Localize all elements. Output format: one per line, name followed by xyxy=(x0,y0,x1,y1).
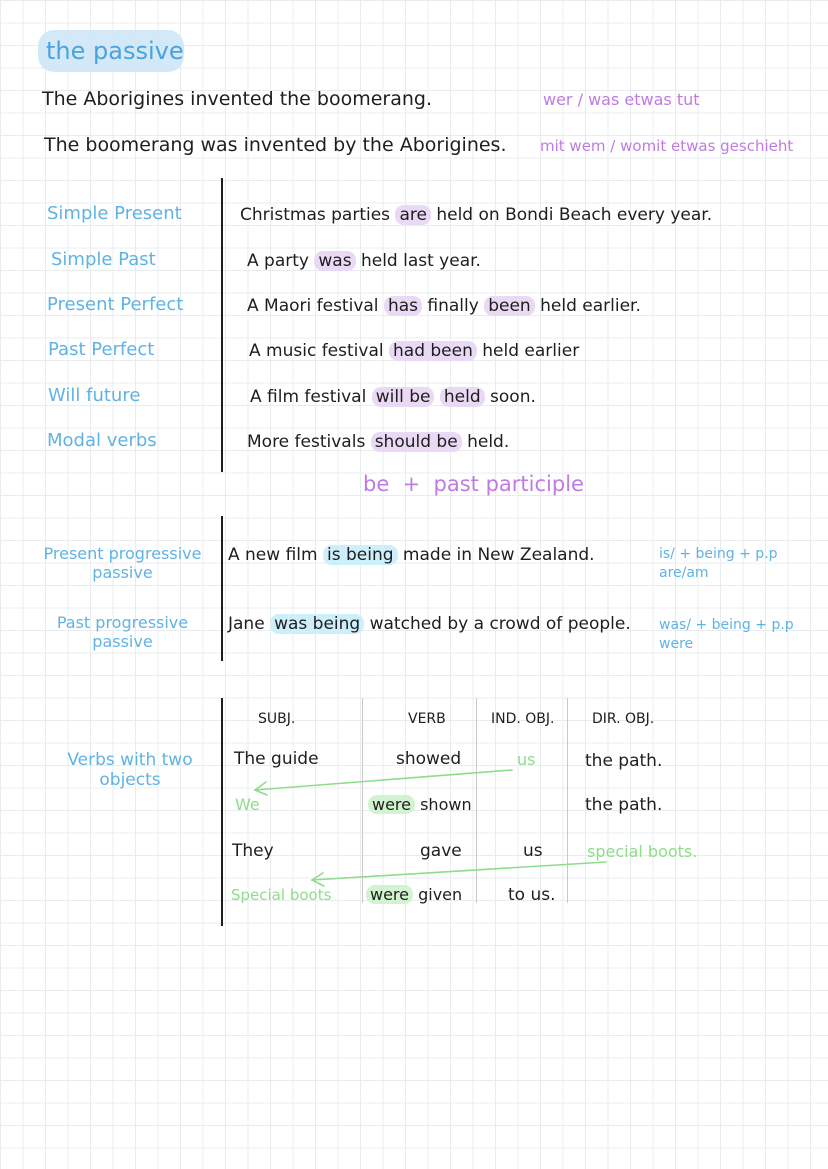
passive-sentence: The boomerang was invented by the Aborigines. xyxy=(44,134,507,156)
tense-example: A Maori festival has finally been held earlier. xyxy=(247,296,641,316)
header-dir-obj: DIR. OBJ. xyxy=(592,711,655,727)
arrow-head xyxy=(312,873,324,886)
two-objects-label: Verbs with two objects xyxy=(67,750,193,790)
tense-example: A film festival will be held soon. xyxy=(250,387,536,407)
tense-label: Past Perfect xyxy=(48,339,155,360)
header-subj: SUBJ. xyxy=(258,711,296,727)
cell-subj: We xyxy=(235,795,260,814)
cell-verb: gave xyxy=(420,841,462,861)
tense-label: Present Perfect xyxy=(47,294,184,315)
tense-example: A music festival had been held earlier xyxy=(249,341,580,361)
highlight-aux-2: held xyxy=(440,387,485,407)
progressive-label: Past progressive passive xyxy=(56,613,189,651)
tense-label: Modal verbs xyxy=(47,430,157,451)
header-verb: VERB xyxy=(408,711,446,727)
progressive-example: Jane was being watched by a crowd of people. xyxy=(228,614,631,634)
cell-subj: They xyxy=(232,841,274,861)
cell-ind-obj: us xyxy=(517,750,536,769)
progressive-note: is/ + being + p.p are/am xyxy=(659,546,778,581)
cell-verb: showed xyxy=(396,749,462,769)
cell-subj: The guide xyxy=(234,749,319,769)
highlight-aux-2: been xyxy=(484,296,534,316)
highlight-aux: were xyxy=(368,795,415,814)
cell-dir-obj: the path. xyxy=(585,751,663,771)
highlight-aux: is being xyxy=(323,545,398,565)
highlight-aux: were xyxy=(366,885,413,904)
tense-label: Simple Present xyxy=(47,203,182,224)
column-divider xyxy=(362,698,363,903)
tense-label: Will future xyxy=(48,385,141,406)
highlight-aux: had been xyxy=(389,341,477,361)
progressive-divider xyxy=(221,516,223,661)
cell-dir-obj: special boots. xyxy=(587,842,698,861)
column-divider xyxy=(476,698,477,903)
tense-example: A party was held last year. xyxy=(247,251,481,271)
tense-example: More festivals should be held. xyxy=(247,432,510,452)
progressive-note: was/ + being + p.p were xyxy=(659,617,794,652)
arrow-us-to-we xyxy=(255,770,512,790)
highlight-aux: should be xyxy=(371,432,462,452)
header-ind-obj: IND. OBJ. xyxy=(491,711,555,727)
passive-note: mit wem / womit etwas geschieht xyxy=(540,137,794,155)
formula: be + past participle xyxy=(363,472,584,496)
tense-example: Christmas parties are held on Bondi Beach every year. xyxy=(240,205,713,225)
page-title: the passive xyxy=(46,37,184,65)
cell-ind-obj: us xyxy=(523,841,543,861)
cell-verb: were given xyxy=(366,885,462,904)
two-objects-divider xyxy=(221,698,223,926)
highlight-aux: has xyxy=(384,296,422,316)
cell-dir-obj: the path. xyxy=(585,795,663,815)
highlight-aux: are xyxy=(395,205,431,225)
highlight-aux: was xyxy=(314,251,355,271)
cell-ind-obj: to us. xyxy=(508,885,556,905)
highlight-aux: was being xyxy=(270,614,364,634)
tenses-divider xyxy=(221,178,223,472)
highlight-aux: will be xyxy=(372,387,435,407)
cell-verb: were shown xyxy=(368,795,472,814)
tense-label: Simple Past xyxy=(51,249,156,270)
active-note: wer / was etwas tut xyxy=(543,90,700,109)
arrow-head xyxy=(255,782,267,795)
column-divider xyxy=(567,698,568,903)
cell-subj: Special boots xyxy=(231,886,332,904)
active-sentence: The Aborigines invented the boomerang. xyxy=(42,88,433,110)
arrow-boots-to-subject xyxy=(312,862,606,880)
progressive-label: Present progressive passive xyxy=(43,544,202,582)
progressive-example: A new film is being made in New Zealand. xyxy=(228,545,595,565)
